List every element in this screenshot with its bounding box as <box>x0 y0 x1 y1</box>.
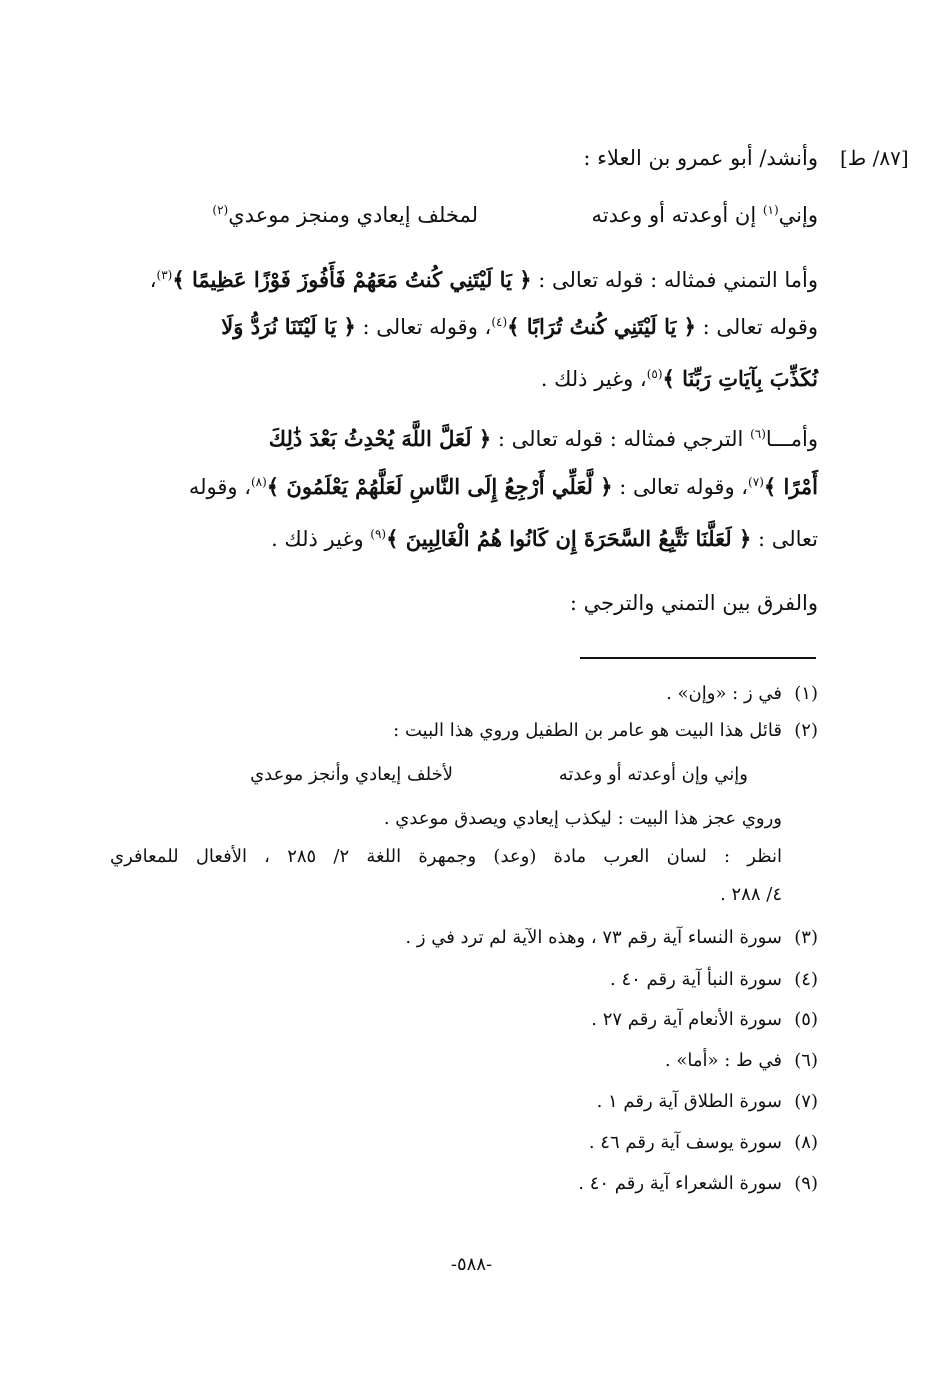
footnote-6 <box>665 1047 818 1075</box>
text-l8-b: وغير ذلك . <box>271 527 371 551</box>
text-l5-b: ، وغير ذلك . <box>540 367 647 391</box>
main-line-4 <box>221 312 818 342</box>
text-l7-b: ، وقوله <box>188 475 251 499</box>
footnote-text: في ز : «وإن» . <box>666 683 782 704</box>
footnote-ref-1: (١) <box>762 203 779 217</box>
main-line-1: وأنشد/ أبو عمرو بن العلاء : <box>583 146 818 170</box>
quran-quote-4-end: أَمْرًا ﴾ <box>763 474 818 499</box>
footnote-number: (٢) <box>794 720 818 741</box>
footnote-9 <box>578 1170 818 1198</box>
footnote-8 <box>589 1129 818 1157</box>
verse-1-c: لمخلف إيعادي ومنجز موعدي <box>228 203 478 227</box>
footnote-2-line-4: انظر : لسان العرب مادة (وعد) وجمهرة اللغة ٢/ ٢٨٥ ، الأفعال للمعافري <box>110 846 783 867</box>
footnote-text: قائل هذا البيت هو عامر بن الطفيل وروي هذا البيت : <box>393 720 782 741</box>
text-l8-a: تعالى : <box>751 527 818 551</box>
footnote-number: (٧) <box>794 1091 818 1112</box>
main-line-9: والفرق بين التمني والترجي : <box>569 591 818 615</box>
text-l6-b: الترجي فمثاله : قوله تعالى : <box>491 427 751 451</box>
footnote-number: (٤) <box>794 969 818 990</box>
quran-quote-5: ﴿ لَّعَلِّي أَرْجِعُ إِلَى النَّاسِ لَعَلَّهُمْ يَعْلَمُونَ ﴾ <box>266 474 613 499</box>
main-line-7 <box>189 472 818 502</box>
footnote-ref-8: (٨) <box>250 475 267 489</box>
footnote-2-line-3: وروي عجز هذا البيت : ليكذب إيعادي ويصدق موعدي . <box>383 808 782 829</box>
footnote-number: (٣) <box>794 927 818 948</box>
footnote-2-line-5: ٤/ ٢٨٨ . <box>720 884 782 905</box>
footnote-2-verse-a: وإني وإن أوعدته أو وعدته <box>558 764 748 785</box>
footnote-ref-4: (٤) <box>491 315 508 329</box>
footnote-ref-3: (٣) <box>156 268 173 282</box>
footnote-number: (٦) <box>794 1050 818 1071</box>
verse-1-a: وإني <box>778 203 818 227</box>
quran-quote-2: ﴿ يَا لَيْتَنِي كُنتُ تُرَابًا ﴾ <box>507 314 696 339</box>
text-l3-a: وأما التمني فمثاله : قوله تعالى : <box>531 268 818 292</box>
footnote-number: (٥) <box>794 1009 818 1030</box>
footnote-2-verse-b: لأخلف إيعادي وأنجز موعدي <box>250 764 453 785</box>
quran-quote-1: ﴿ يَا لَيْتَنِي كُنتُ مَعَهُمْ فَأَفُوزَ فَوْزًا عَظِيمًا ﴾ <box>172 267 532 292</box>
footnote-text: سورة الشعراء آية رقم ٤٠ . <box>578 1173 782 1194</box>
footnote-text: سورة الأنعام آية رقم ٢٧ . <box>591 1009 782 1030</box>
footnote-ref-9: (٩) <box>370 527 387 541</box>
footnote-3 <box>405 924 818 952</box>
footnote-text: في ط : «أما» . <box>664 1050 782 1071</box>
footnote-separator <box>580 657 816 659</box>
footnote-7 <box>597 1088 818 1116</box>
text-l3-b: ، <box>149 268 157 292</box>
main-line-3 <box>150 265 818 295</box>
footnote-text: سورة يوسف آية رقم ٤٦ . <box>588 1132 782 1153</box>
text-l6-a: وأمـــا <box>765 427 818 451</box>
margin-reference: [٨٧/ ط] <box>840 146 909 170</box>
footnote-ref-7: (٧) <box>748 475 764 489</box>
footnote-number: (٨) <box>794 1132 818 1153</box>
footnote-ref-6: (٦) <box>750 427 766 441</box>
quran-quote-6: ﴿ لَعَلَّنَا نَتَّبِعُ السَّحَرَةَ إِن كَانُوا هُمُ الْغَالِبِينَ ﴾ <box>386 526 752 551</box>
footnote-4 <box>610 966 818 994</box>
verse-1-second-half <box>212 200 478 230</box>
quran-quote-3: ﴿ يَا لَيْتَنَا نُرَدُّ وَلَا <box>221 314 356 339</box>
footnote-2 <box>393 717 818 745</box>
footnote-text: سورة النساء آية رقم ٧٣ ، وهذه الآية لم ترد في ز . <box>405 927 782 948</box>
quran-quote-3-end: نُكَذِّبَ بِآيَاتِ رَبِّنَا ﴾ <box>662 366 818 391</box>
footnote-number: (١) <box>794 683 818 704</box>
footnote-text: سورة الطلاق آية رقم ١ . <box>596 1091 782 1112</box>
main-line-6 <box>269 424 818 454</box>
quran-quote-4: ﴿ لَعَلَّ اللَّهَ يُحْدِثُ بَعْدَ ذَٰلِكَ <box>268 426 492 451</box>
main-line-5 <box>541 364 818 394</box>
verse-1-b: إن أوعدته أو وعدته <box>591 203 763 227</box>
verse-1-first-half <box>591 200 818 230</box>
text-l7-a: ، وقوله تعالى : <box>612 475 749 499</box>
main-line-8 <box>271 524 818 554</box>
footnote-ref-5: (٥) <box>646 367 663 381</box>
text-l4-a: وقوله تعالى : <box>695 315 818 339</box>
text-l4-b: ، وقوله تعالى : <box>355 315 492 339</box>
footnote-1 <box>666 680 818 708</box>
footnote-text: سورة النبأ آية رقم ٤٠ . <box>610 969 782 990</box>
page-number: -٥٨٨- <box>450 1254 493 1275</box>
footnote-number: (٩) <box>794 1173 818 1194</box>
footnote-5 <box>591 1006 818 1034</box>
footnote-ref-2: (٢) <box>212 203 229 217</box>
